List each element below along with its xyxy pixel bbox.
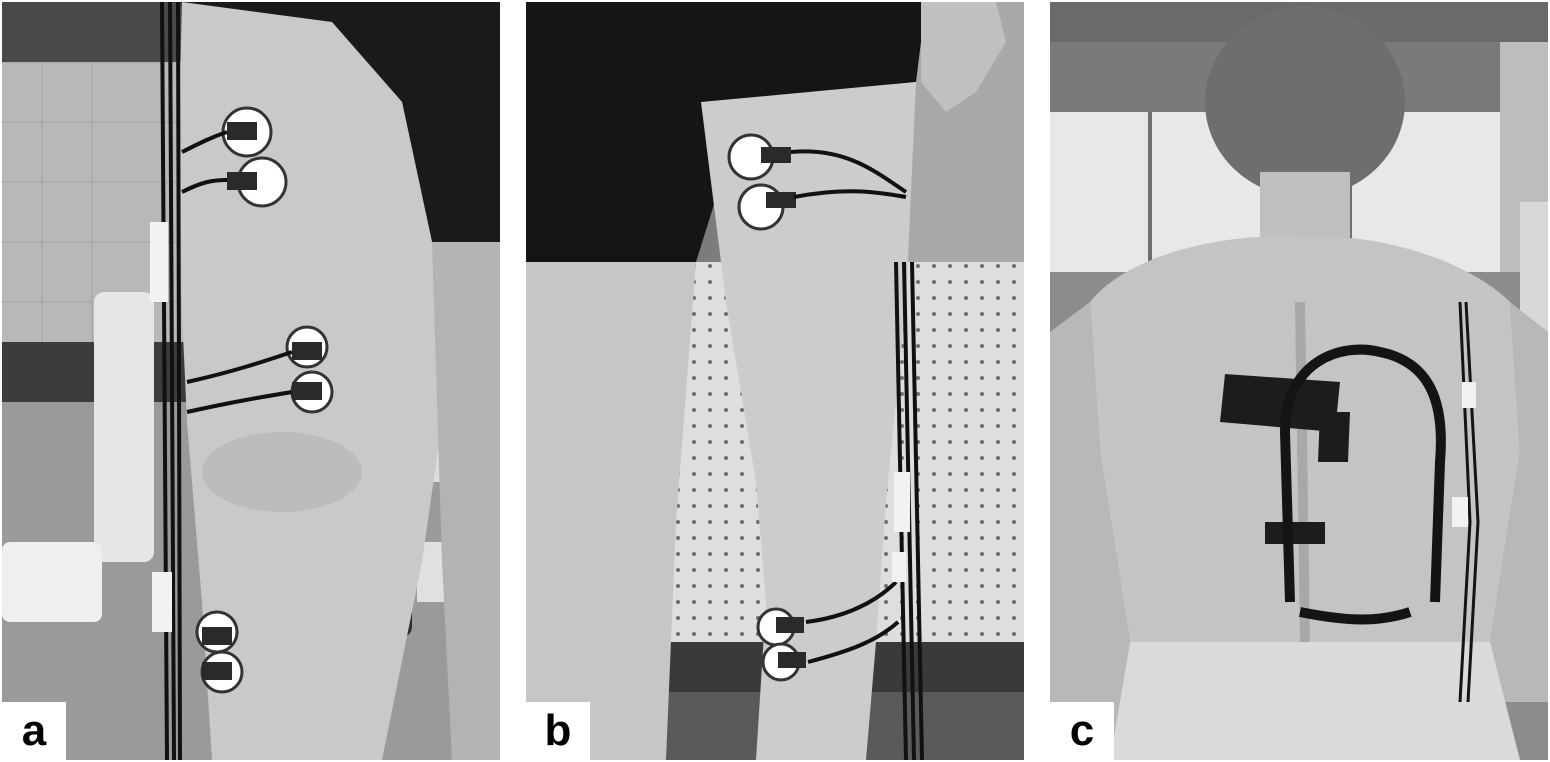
panel-c-image <box>1050 2 1548 760</box>
panel-b-image <box>526 2 1024 760</box>
panel-label-a: a <box>2 702 66 760</box>
panel-b-photo <box>526 2 1024 760</box>
panel-a-photo <box>2 2 500 760</box>
panel-c-photo <box>1050 2 1548 760</box>
panel-label-b: b <box>526 702 590 760</box>
panel-a-image <box>2 2 500 760</box>
panel-label-c: c <box>1050 702 1114 760</box>
